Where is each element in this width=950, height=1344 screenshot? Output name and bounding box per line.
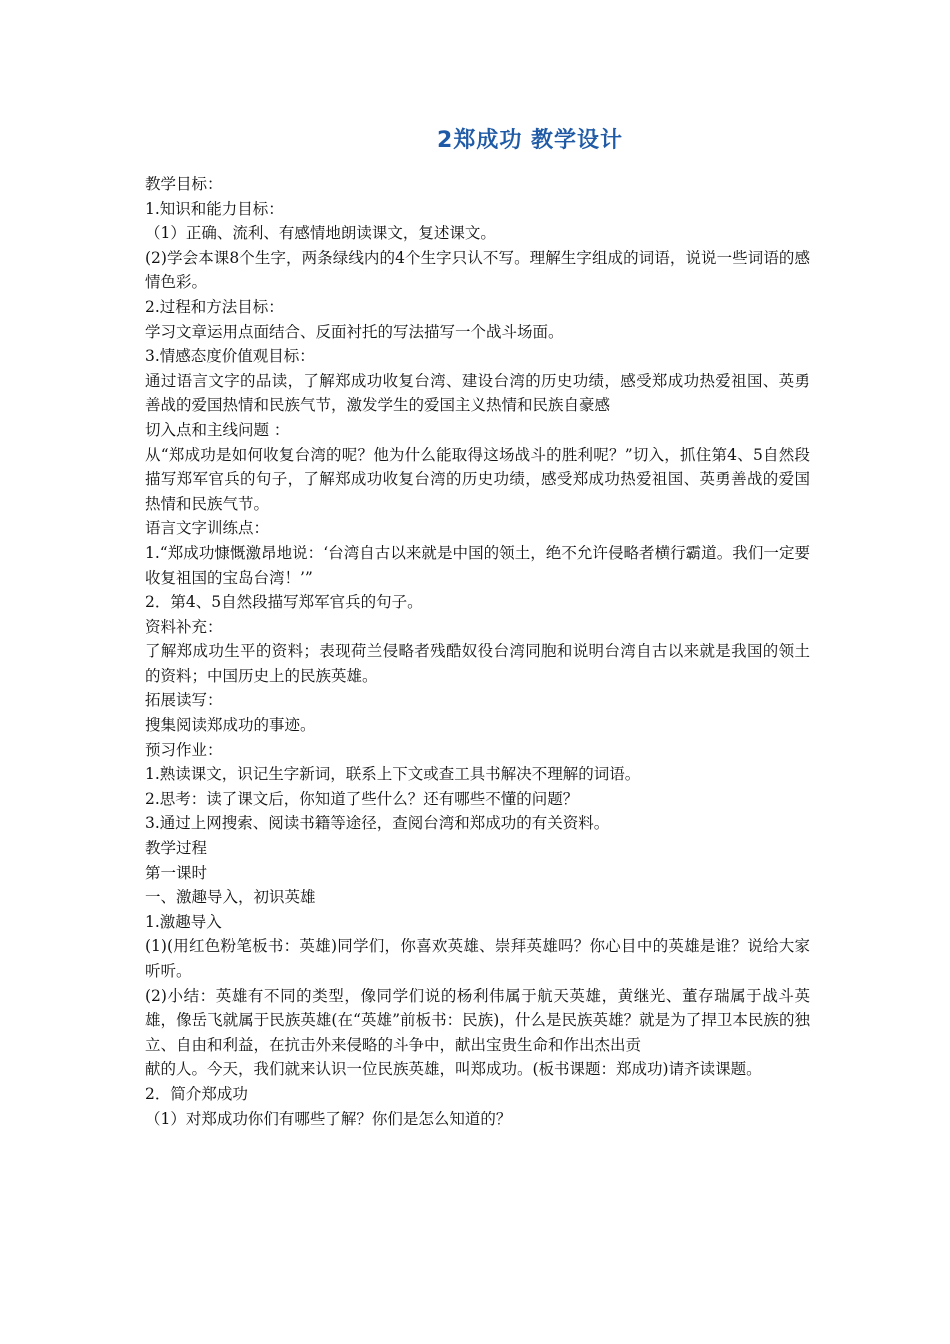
text-line: 通过语言文字的品读，了解郑成功收复台湾、建设台湾的历史功绩，感受郑成功热爱祖国、英勇善战的爱国热情和民族气节，激发学生的爱国主义热情和民族自豪感 [145, 371, 810, 415]
text-line: 拓展读写： [145, 691, 223, 710]
text-line: （1）正确、流利、有感情地朗读课文，复述课文。 [145, 224, 496, 243]
text-line: 2．第4、5自然段描写郑军官兵的句子。 [145, 593, 423, 612]
text-line: 从“郑成功是如何收复台湾的呢？他为什么能取得这场战斗的胜利呢？”切入，抓住第4、5自然段描写郑军官兵的句子，了解郑成功收复台湾的历史功绩，感受郑成功热爱祖国、英勇善战的爱国热情和民族气节。 [145, 445, 810, 513]
text-line: 教学过程 [145, 839, 208, 858]
document-body [145, 172, 810, 1131]
text-line: 3.情感态度价值观目标： [145, 347, 315, 366]
text-line: （1）对郑成功你们有哪些了解？你们是怎么知道的？ [145, 1109, 512, 1128]
text-line: 献的人。今天，我们就来认识一位民族英雄，叫郑成功。(板书课题：郑成功)请齐读课题。 [145, 1060, 762, 1079]
text-line: 1.知识和能力目标： [145, 199, 284, 218]
text-line: 2.过程和方法目标： [145, 297, 284, 316]
text-line: 2.思考：读了课文后，你知道了些什么？还有哪些不懂的问题？ [145, 789, 579, 808]
text-line: 预习作业： [145, 740, 223, 759]
text-line: (1)(用红色粉笔板书：英雄)同学们，你喜欢英雄、崇拜英雄吗？你心目中的英雄是谁？说给大家听听。 [145, 937, 810, 980]
text-line: (2)小结：英雄有不同的类型，像同学们说的杨利伟属于航天英雄，黄继光、董存瑞属于战斗英雄，像岳飞就属于民族英雄(在“英雄”前板书：民族)，什么是民族英雄？就是为了捍卫本民族的独立、自由和利益，在抗击外来侵略的斗争中，献出宝贵生命和作出杰出贡 [145, 986, 810, 1054]
document-title: 2郑成功 教学设计 [437, 128, 623, 153]
text-line: 搜集阅读郑成功的事迹。 [145, 716, 316, 735]
text-line: 1.“郑成功慷慨激昂地说：‘台湾自古以来就是中国的领土，绝不允许侵略者横行霸道。我们一定要收复祖国的宝岛台湾！’” [145, 543, 810, 587]
text-line: 了解郑成功生平的资料；表现荷兰侵略者残酷奴役台湾同胞和说明台湾自古以来就是我国的领土的资料；中国历史上的民族英雄。 [145, 642, 810, 685]
text-line: 3.通过上网搜索、阅读书籍等途径，查阅台湾和郑成功的有关资料。 [145, 814, 610, 833]
text-line: 教学目标： [145, 175, 223, 193]
text-line: 1.激趣导入 [145, 912, 222, 931]
text-line: 资料补充： [145, 617, 223, 636]
text-line: 一、激趣导入，初识英雄 [145, 888, 316, 907]
text-line: (2)学会本课8个生字，两条绿线内的4个生字只认不写。理解生字组成的词语，说说一些词语的感情色彩。 [145, 248, 810, 292]
text-line: 第一课时 [145, 863, 208, 882]
text-line: 2．简介郑成功 [145, 1084, 248, 1103]
text-line: 学习文章运用点面结合、反面衬托的写法描写一个战斗场面。 [145, 322, 564, 341]
text-line: 切入点和主线问题 ： [145, 420, 290, 439]
text-line: 1.熟读课文，识记生字新词，联系上下文或查工具书解决不理解的词语。 [145, 765, 641, 784]
text-line: 语言文字训练点： [145, 519, 270, 538]
